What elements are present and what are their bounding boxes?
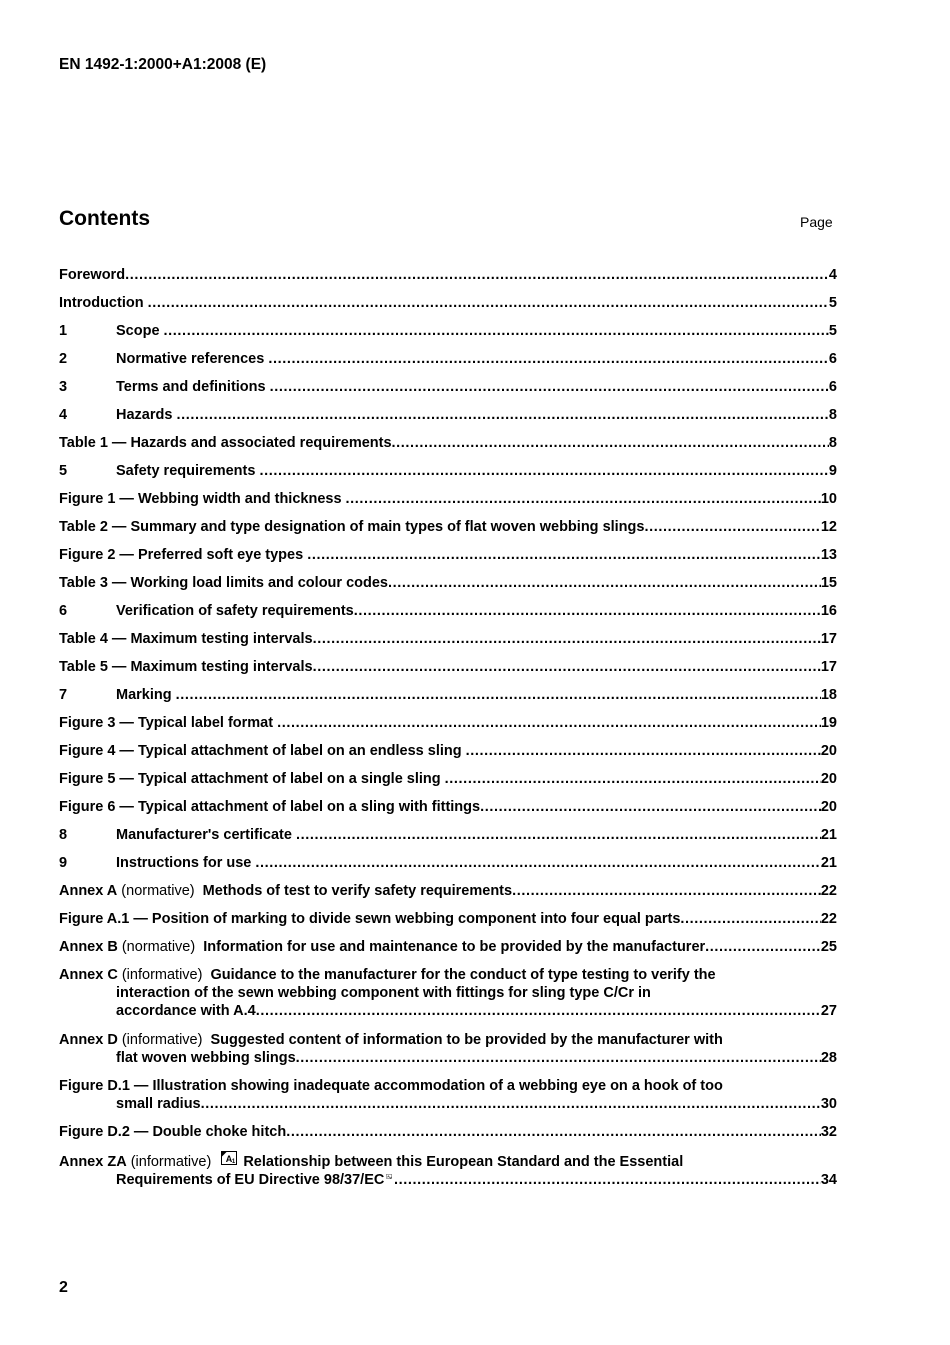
document-header: EN 1492-1:2000+A1:2008 (E): [59, 56, 267, 73]
page-number: 17: [820, 631, 837, 647]
dot-leader: [296, 1049, 821, 1067]
page-number: 16: [820, 603, 837, 619]
page-number: 6: [828, 351, 837, 367]
dot-leader: [388, 574, 821, 592]
entry-title: Instructions for use: [116, 855, 256, 871]
toc-entry-figure-d2[interactable]: [59, 1123, 837, 1151]
dot-leader: [705, 938, 821, 956]
dot-leader: [512, 882, 821, 900]
annex-title-line-2: Requirements of EU Directive 98/37/EC: [116, 1172, 385, 1187]
section-number: 4: [59, 407, 68, 423]
dot-leader: [148, 294, 829, 312]
entry-title: Terms and definitions: [116, 379, 270, 395]
dot-leader: [270, 378, 829, 396]
annex-title: Methods of test to verify safety requirements: [202, 883, 513, 899]
annex-type: (informative): [117, 1032, 207, 1048]
page-number: 8: [828, 407, 837, 423]
dot-leader: [255, 854, 820, 872]
page-number: 30: [820, 1096, 837, 1112]
toc-simple-entries: [59, 266, 837, 882]
toc-entry-annex-a[interactable]: [59, 882, 837, 910]
toc-entry[interactable]: [59, 630, 837, 658]
page-number: 18: [820, 687, 837, 703]
page-number: 8: [828, 435, 837, 451]
dot-leader: [296, 826, 821, 844]
entry-title-line-1: Figure D.1 — Illustration showing inadequate accommodation of a webbing eye on a hook of too: [59, 1078, 723, 1094]
contents-heading: Contents: [59, 207, 150, 230]
page-number: 5: [828, 323, 837, 339]
annex-label: Annex B: [59, 939, 118, 955]
dot-leader: [176, 406, 828, 424]
toc-entry[interactable]: [59, 434, 837, 462]
page-number: 25: [820, 939, 837, 955]
annex-title-line-3: accordance with A.4: [116, 1003, 256, 1019]
toc-entry-figure-a1[interactable]: [59, 910, 837, 938]
page-number: 19: [820, 715, 837, 731]
page-number: 15: [820, 575, 837, 591]
entry-title: Figure 5 — Typical attachment of label on a single sling: [59, 771, 445, 787]
entry-title: Safety requirements: [116, 463, 260, 479]
annex-title-line-2: flat woven webbing slings: [116, 1050, 296, 1066]
annex-label: Annex ZA: [59, 1154, 127, 1169]
dot-leader: [164, 322, 829, 340]
dot-leader: [313, 658, 821, 676]
dot-leader: [644, 518, 820, 536]
toc-entry[interactable]: [59, 658, 837, 686]
dot-leader: [201, 1095, 821, 1113]
dot-leader: [307, 546, 821, 564]
toc-entry[interactable]: [59, 686, 837, 714]
dot-leader: [480, 798, 821, 816]
toc-entry[interactable]: [59, 322, 837, 350]
entry-title: Marking: [116, 687, 176, 703]
annex-title-line-1: Relationship between this European Standard and the Essential: [243, 1154, 684, 1169]
entry-title: Figure 6 — Typical attachment of label on a sling with fittings: [59, 799, 481, 815]
section-number: 3: [59, 379, 68, 395]
dot-leader: [259, 462, 828, 480]
annex-type: (normative): [117, 883, 199, 899]
toc-entry[interactable]: [59, 854, 837, 882]
page-number: 5: [828, 295, 837, 311]
section-number: 7: [59, 687, 68, 703]
amendment-start-icon: [221, 1151, 238, 1166]
dot-leader: [346, 490, 821, 508]
dot-leader: [277, 714, 821, 732]
toc-entry[interactable]: [59, 602, 837, 630]
toc-entry[interactable]: [59, 406, 837, 434]
page-number: 21: [820, 827, 837, 843]
dot-leader: [268, 350, 829, 368]
toc-entry[interactable]: [59, 350, 837, 378]
svg-text:A: A: [226, 1154, 233, 1164]
page-number: 27: [820, 1003, 837, 1019]
toc-entry[interactable]: [59, 490, 837, 518]
toc-entry[interactable]: [59, 462, 837, 490]
toc-entry-annex-d[interactable]: [59, 1031, 837, 1077]
entry-title: Table 3 — Working load limits and colour codes: [59, 575, 388, 591]
page-number-footer: 2: [59, 1279, 68, 1296]
toc-entry[interactable]: [59, 742, 837, 770]
page-number: 4: [828, 267, 837, 283]
entry-title: Introduction: [59, 295, 148, 311]
annex-title-line-1: Suggested content of information to be provided by the manufacturer with: [210, 1032, 723, 1048]
dot-leader: [256, 1002, 821, 1020]
entry-title: Table 2 — Summary and type designation of main types of flat woven webbing slings: [59, 519, 645, 535]
toc-entry-annex-za[interactable]: [59, 1151, 837, 1197]
toc-entry[interactable]: [59, 798, 837, 826]
entry-title: Scope: [116, 323, 164, 339]
dot-leader: [466, 742, 821, 760]
dot-leader: [445, 770, 821, 788]
annex-title-line-2: interaction of the sewn webbing component with fittings for sling type C/Cr in: [116, 985, 651, 1001]
entry-title: Hazards: [116, 407, 177, 423]
annex-title: Information for use and maintenance to be provided by the manufacturer: [203, 939, 706, 955]
svg-text:1: 1: [232, 1159, 236, 1165]
toc-entry[interactable]: [59, 770, 837, 798]
page-column-label: Page: [800, 214, 833, 230]
entry-title-line-2: small radius: [116, 1096, 201, 1112]
dot-leader: [286, 1123, 821, 1141]
page-number: 20: [820, 771, 837, 787]
page-number: 6: [828, 379, 837, 395]
section-number: 9: [59, 855, 68, 871]
entry-title: Figure 4 — Typical attachment of label on an endless sling: [59, 743, 466, 759]
entry-title: Figure 1 — Webbing width and thickness: [59, 491, 346, 507]
page-number: 34: [820, 1172, 837, 1187]
toc-entry[interactable]: [59, 378, 837, 406]
page-number: 32: [820, 1124, 837, 1140]
entry-title: Normative references: [116, 351, 269, 367]
toc-entry[interactable]: [59, 546, 837, 574]
table-of-contents: [59, 266, 837, 1197]
section-number: 1: [59, 323, 68, 339]
section-number: 6: [59, 603, 68, 619]
amendment-end-icon: [386, 1169, 392, 1184]
page-number: 21: [820, 855, 837, 871]
page-number: 12: [820, 519, 837, 535]
annex-title-line-1: Guidance to the manufacturer for the conduct of type testing to verify the: [210, 967, 716, 983]
svg-text:A: A: [387, 1174, 390, 1179]
page-number: 20: [820, 743, 837, 759]
toc-entry[interactable]: [59, 574, 837, 602]
toc-entry-annex-b[interactable]: [59, 938, 837, 966]
entry-title: Figure 2 — Preferred soft eye types: [59, 547, 308, 563]
page-number: 9: [828, 463, 837, 479]
section-number: 8: [59, 827, 68, 843]
entry-title: Manufacturer's certificate: [116, 827, 296, 843]
annex-type: (normative): [117, 939, 200, 955]
toc-entry[interactable]: [59, 826, 837, 854]
toc-entry-figure-d1[interactable]: [59, 1077, 837, 1123]
section-number: 2: [59, 351, 68, 367]
toc-entry[interactable]: [59, 294, 837, 322]
section-number: 5: [59, 463, 68, 479]
entry-title: Figure 3 — Typical label format: [59, 715, 278, 731]
dot-leader: [176, 686, 821, 704]
page-number: 10: [820, 491, 837, 507]
entry-title: Verification of safety requirements: [116, 603, 354, 619]
dot-leader: [680, 910, 820, 928]
annex-type: (informative): [126, 1154, 216, 1169]
toc-entry[interactable]: [59, 266, 837, 294]
page-number: 28: [820, 1050, 837, 1066]
page-number: 13: [820, 547, 837, 563]
dot-leader: [125, 266, 829, 284]
dot-leader: [392, 434, 829, 452]
entry-title: Table 4 — Maximum testing intervals: [59, 631, 313, 647]
annex-type: (informative): [117, 967, 207, 983]
page-number: 22: [820, 883, 837, 899]
annex-label: Annex D: [59, 1032, 118, 1048]
entry-title: Figure A.1 — Position of marking to divide sewn webbing component into four equal parts: [59, 911, 681, 927]
page-number: 22: [820, 911, 837, 927]
entry-title: Table 5 — Maximum testing intervals: [59, 659, 313, 675]
dot-leader: [394, 1171, 821, 1187]
entry-title: Table 1 — Hazards and associated requirements: [59, 435, 392, 451]
toc-entry-annex-c[interactable]: [59, 966, 837, 1031]
toc-entry[interactable]: [59, 714, 837, 742]
entry-title: Figure D.2 — Double choke hitch: [59, 1124, 287, 1140]
page-number: 17: [820, 659, 837, 675]
entry-title: Foreword: [59, 267, 126, 283]
dot-leader: [354, 602, 821, 620]
page-number: 20: [820, 799, 837, 815]
annex-label: Annex A: [59, 883, 118, 899]
dot-leader: [313, 630, 821, 648]
toc-entry[interactable]: [59, 518, 837, 546]
svg-text:1: 1: [389, 1176, 391, 1179]
annex-label: Annex C: [59, 967, 118, 983]
